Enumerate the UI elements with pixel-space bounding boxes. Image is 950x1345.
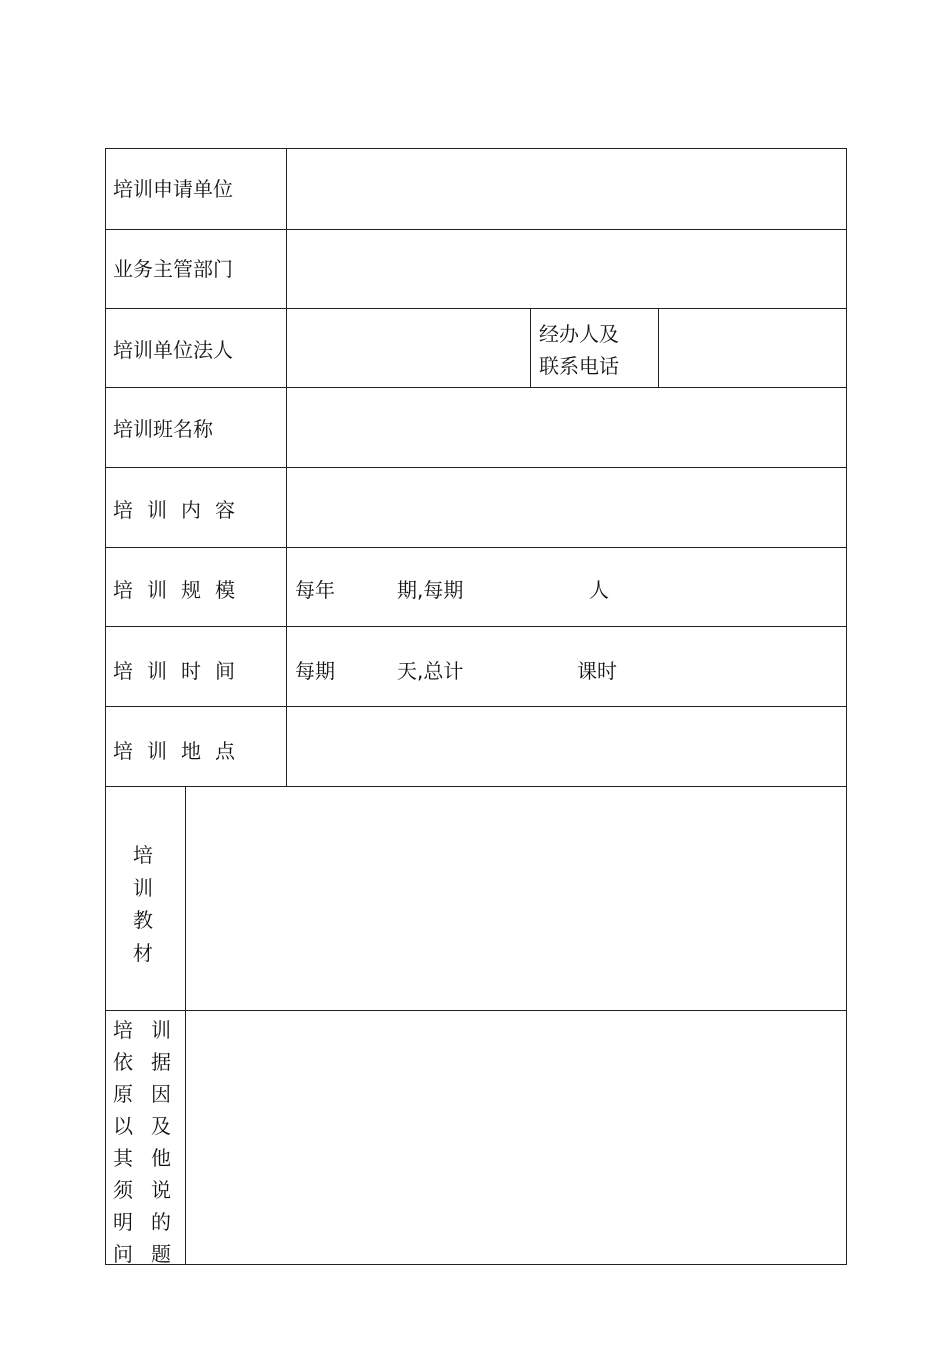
time-mid: 天,总计 [397,659,464,683]
row-divider [105,626,847,627]
time-suffix: 课时 [577,659,617,683]
basis-label-char: 据 [151,1050,171,1074]
basis-label-char: 题 [151,1242,171,1266]
time-prefix: 每期 [295,659,335,683]
table-border-right [846,148,847,1265]
basis-label-char: 须 [113,1178,133,1202]
scale-label: 培训规模 [113,578,249,602]
applicant-unit-field[interactable] [288,150,845,228]
scale-suffix: 人 [589,578,609,602]
cell-divider [658,308,659,388]
row-divider [105,786,847,787]
basis-label-left [113,1014,133,1270]
row-divider [105,308,847,309]
handler-contact-label-line2: 联系电话 [539,354,619,378]
materials-label-char: 培 [133,843,153,867]
applicant-unit-label: 培训申请单位 [113,177,233,201]
row-divider [105,1010,847,1011]
materials-label-char: 材 [133,940,153,965]
table-border-left [105,148,106,1265]
content-field[interactable] [288,469,845,546]
legal-person-field[interactable] [288,310,529,386]
basis-label-char: 培 [113,1018,133,1042]
basis-label-char: 问 [113,1242,133,1266]
class-name-label: 培训班名称 [113,417,213,441]
legal-person-label: 培训单位法人 [113,338,233,362]
row-divider [105,706,847,707]
materials-label-char: 训 [133,875,153,900]
row-divider [105,387,847,388]
location-field[interactable] [288,708,845,785]
cell-divider [530,308,531,388]
label-column-divider [286,148,287,787]
label-column-divider-lower [185,786,186,1265]
basis-label-char: 因 [151,1082,171,1106]
basis-label-char: 原 [113,1082,133,1106]
materials-field[interactable] [187,788,845,1009]
handler-contact-label-line1: 经办人及 [539,322,619,346]
row-divider [105,229,847,230]
row-divider [105,467,847,468]
time-label: 培训时间 [113,659,249,683]
table-border-bottom [105,1264,847,1265]
basis-label-char: 他 [151,1146,171,1170]
scale-mid: 期,每期 [397,578,464,602]
basis-label-char: 以 [113,1114,133,1138]
basis-field[interactable] [187,1012,845,1263]
basis-label-char: 其 [113,1146,133,1170]
materials-label [130,839,156,969]
handler-contact-field[interactable] [660,310,845,386]
content-label: 培训内容 [113,498,249,522]
basis-label-right [151,1014,171,1270]
supervisor-dept-label: 业务主管部门 [113,257,233,281]
basis-label-char: 及 [151,1114,171,1138]
supervisor-dept-field[interactable] [288,231,845,307]
basis-label-char: 说 [151,1178,171,1202]
basis-label-char: 明 [113,1210,133,1234]
materials-label-char: 教 [133,908,153,932]
class-name-field[interactable] [288,389,845,466]
basis-label-char: 依 [113,1050,133,1074]
basis-label-char: 训 [151,1018,171,1042]
location-label: 培训地点 [113,739,249,763]
row-divider [105,547,847,548]
scale-prefix: 每年 [295,578,335,602]
table-border-top [105,148,847,149]
basis-label-char: 的 [151,1210,171,1234]
